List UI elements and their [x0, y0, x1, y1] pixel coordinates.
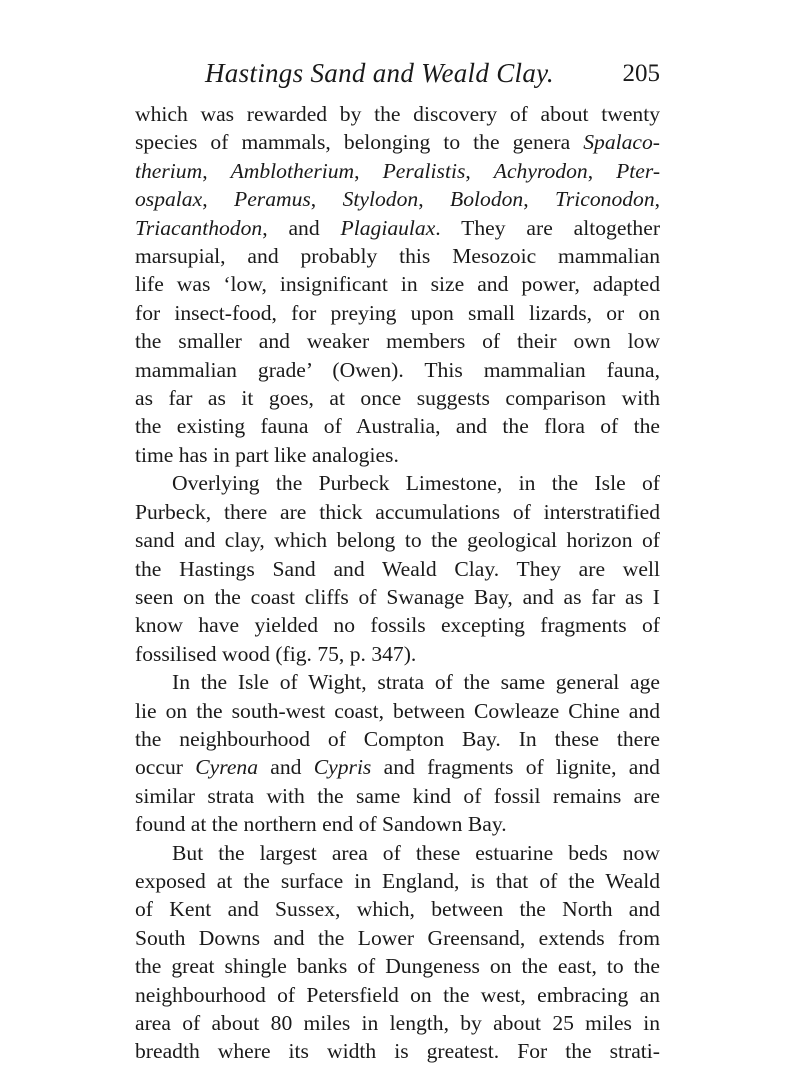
text-line: life was ‘low, insignificant in size and power, adapted [135, 272, 660, 297]
text-line: the existing fauna of Australia, and the flora of the [135, 414, 660, 439]
text-line: breadth where its width is greatest. For the strati- [135, 1039, 660, 1064]
text-line: lie on the south-west coast, between Cowleaze Chine and [135, 698, 660, 723]
text-line: for insect-food, for preying upon small lizards, or on [135, 300, 660, 325]
text-line: But the largest area of these estuarine beds now [172, 840, 660, 865]
page-number: 205 [622, 60, 660, 87]
text-line: marsupial, and probably this Mesozoic mammalian [135, 244, 660, 269]
text-line: sand and clay, which belong to the geological horizon of [135, 528, 660, 553]
paragraph-2 [135, 469, 660, 668]
text-line: mammalian grade’ (Owen). This mammalian fauna, [135, 357, 660, 382]
text-line: fossilised wood (fig. 75, p. 347). [135, 641, 417, 666]
text-line: species of mammals, belonging to the genera Spalaco- [135, 130, 660, 155]
book-page [135, 58, 660, 1066]
text-line: the great shingle banks of Dungeness on the east, to the [135, 954, 660, 979]
text-line: area of about 80 miles in length, by about 25 miles in [135, 1011, 660, 1035]
text-line: the smaller and weaker members of their own low [135, 329, 660, 354]
text-line: time has in part like analogies. [135, 442, 399, 467]
text-line: of Kent and Sussex, which, between the North and [135, 897, 660, 922]
paragraph-3 [135, 668, 660, 838]
text-line: In the Isle of Wight, strata of the same general age [172, 670, 660, 695]
text-line: seen on the coast cliffs of Swanage Bay, and as far as I [135, 584, 660, 609]
text-line: Overlying the Purbeck Limestone, in the Isle of [172, 471, 660, 496]
running-title: Hastings Sand and Weald Clay. [205, 58, 554, 88]
text-line: the neighbourhood of Compton Bay. In these there [135, 726, 660, 751]
text-line: neighbourhood of Petersfield on the west, embracing an [135, 982, 660, 1007]
text-line: South Downs and the Lower Greensand, extends from [135, 925, 660, 950]
text-line: therium, Amblotherium, Peralistis, Achyrodon, Pter- [135, 158, 661, 183]
text-line: similar strata with the same kind of fossil remains are [135, 783, 660, 808]
text-line: Triacanthodon, and Plagiaulax. They are altogether [135, 215, 661, 240]
text-line: found at the northern end of Sandown Bay. [135, 812, 507, 837]
text-line: which was rewarded by the discovery of about twenty [135, 102, 660, 126]
text-line: ospalax, Peramus, Stylodon, Bolodon, Triconodon, [135, 187, 661, 212]
text-line: Purbeck, there are thick accumulations of interstratified [135, 499, 660, 524]
text-line: the Hastings Sand and Weald Clay. They are well [135, 556, 660, 581]
paragraph-4 [135, 839, 660, 1066]
text-line: exposed at the surface in England, is that of the Weald [135, 868, 660, 893]
text-line: know have yielded no fossils excepting fragments of [135, 613, 660, 638]
paragraph-1 [135, 100, 660, 469]
running-head [135, 58, 660, 100]
text-line: as far as it goes, at once suggests comparison with [135, 386, 660, 411]
text-line: occur Cyrena and Cypris and fragments of lignite, and [135, 755, 660, 780]
